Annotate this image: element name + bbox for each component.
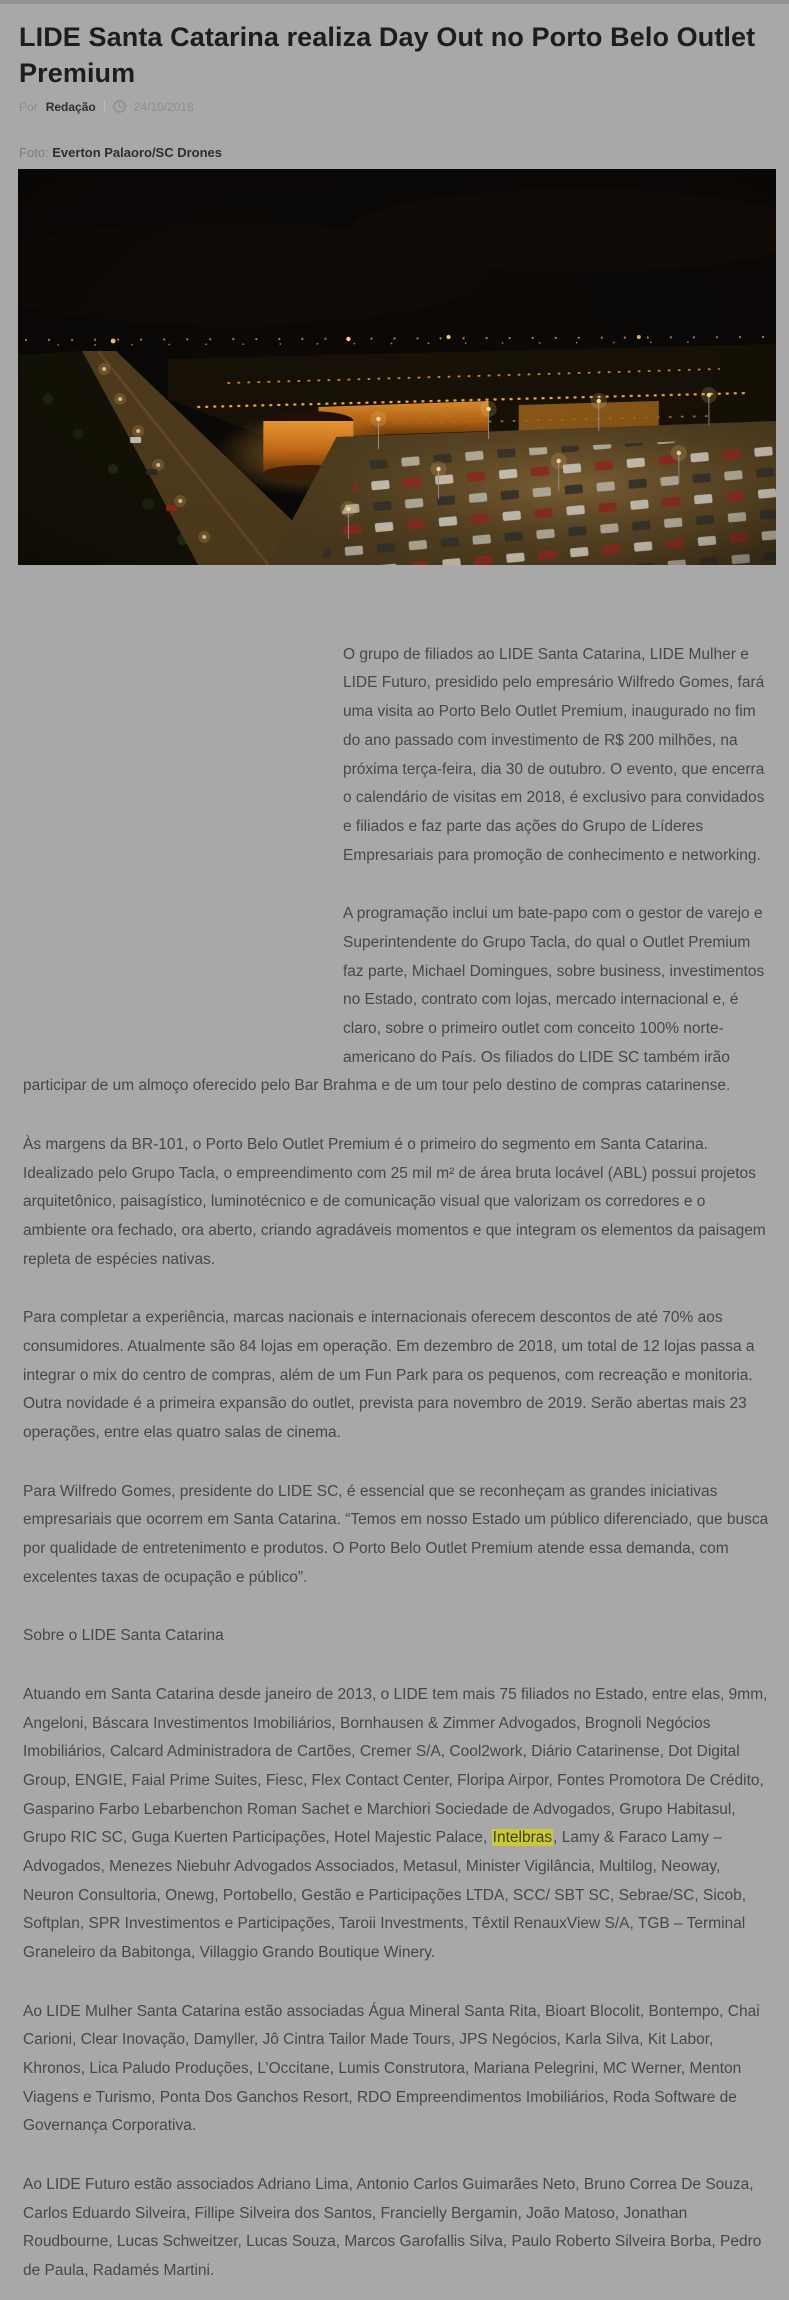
paragraph-intro: O grupo de filiados ao LIDE Santa Catarina, LIDE Mulher e LIDE Futuro, presidido pelo empresário Wilfredo Gomes, fará uma visita ao Porto Belo Outlet Premium, inaugurado no fim do ano passado com investimento de R$ 200 milhões, na próxima terça-feira, dia 30 de outubro. O evento, que encerra o calendário de visitas em 2018, é exclusivo para convidados e filiados e faz parte das ações do Grupo de Líderes Empresariais para promoção de conhecimento e networking.	[343, 645, 765, 864]
photo-credit-label: Foto:	[19, 144, 49, 160]
page-title: LIDE Santa Catarina realiza Day Out no Porto Belo Outlet Premium	[19, 22, 756, 88]
members-text-after: , Lamy & Faraco Lamy – Advogados, Menezes Niebuhr Advogados Associados, Metasul, Minister Vigilância, Multilog, Neoway, Neuron Consultoria, Onewg, Portobello, Gestão e Participações LTDA, SCC/ SBT SC, Sebrae/SC, Sicob, Softplan, SPR Investimentos e Participações, Taroii Investments, Têxtil RenauxView S/A, TGB – Terminal Graneleiro da Babitonga, Villaggio Grando Boutique Winery.	[23, 1829, 747, 1962]
paragraph-lide-mulher: Ao LIDE Mulher Santa Catarina estão associadas Água Mineral Santa Rita, Bioart Blocolit, Bontempo, Chai Carioni, Clear Inovação, Damyller, Jô Cintra Tailor Made Tours, JPS Negócios, Karla Silva, Kit Labor, Khronos, Lica Paludo Produções, L’Occitane, Lumis Construtora, Mariana Pelegrini, MC Werner, Menton Viagens e Turismo, Ponta Dos Ganchos Resort, RDO Empreendimentos Imobiliários, Roda Software de Governança Corporativa.	[23, 2002, 760, 2135]
photo-credit	[19, 145, 789, 160]
members-text-before: Atuando em Santa Catarina desde janeiro de 2013, o LIDE tem mais 75 filiados no Estado, entre elas, 9mm, Angeloni, Báscara Investimentos Imobiliários, Bornhausen & Zimmer Advogados, Brognoli Negócios Imobiliários, Calcard Administradora de Cartões, Cremer S/A, Cool2work, Diário Catarinense, Dot Digital Group, ENGIE, Faial Prime Suites, Fiesc, Flex Contact Center, Floripa Airpor, Fontes Promotora De Crédito, Gasparino Farbo Lebarbenchon Roman Sachet e Marchiori Sociedade de Advogados, Grupo Habitasul, Grupo RIC SC, Guga Kuerten Participações, Hotel Majestic Palace,	[23, 1685, 768, 1847]
byline-prefix: Por	[19, 99, 38, 114]
byline	[19, 100, 789, 114]
byline-divider	[104, 100, 105, 113]
hero-photo	[18, 169, 776, 565]
paragraph-members	[23, 1681, 771, 1968]
float-placeholder	[23, 641, 343, 1069]
section-heading: Sobre o LIDE Santa Catarina	[23, 1627, 224, 1645]
outlet-night-aerial-photo	[18, 169, 776, 565]
paragraph-program: A programação inclui um bate-papo com o gestor de varejo e Superintendente do Grupo Tacla, do qual o Outlet Premium faz parte, Michael Domingues, sobre business, investimentos no Estado, contrato com lojas, mercado internacional e, é claro, sobre o primeiro outlet com conceito 100% norte-americano do País. Os filiados do LIDE SC também irão participar de um almoço oferecido pelo Bar Brahma e de um tour pelo destino de compras catarinense.	[23, 905, 765, 1095]
search-highlight-intelbras: Intelbras	[492, 1829, 553, 1847]
paragraph-stores: Para completar a experiência, marcas nacionais e internacionais oferecem descontos de até 70% aos consumidores. Atualmente são 84 lojas em operação. Em dezembro de 2018, um total de 12 lojas passa a integrar o mix do centro de compras, além de um Fun Park para os pequenos, com recreação e monitoria. Outra novidade é a primeira expansão do outlet, prevista para novembro de 2019. Serão abertas mais 23 operações, entre elas quatro salas de cinema.	[23, 1309, 755, 1441]
author-link[interactable]: Redação	[45, 99, 96, 114]
clock-icon	[113, 100, 126, 113]
paragraph-lide-futuro: Ao LIDE Futuro estão associados Adriano Lima, Antonio Carlos Guimarães Neto, Bruno Correa De Souza, Carlos Eduardo Silveira, Fillipe Silveira dos Santos, Francielly Bergamin, João Matoso, Jonathan Roudbourne, Lucas Schweitzer, Lucas Souza, Marcos Garofallis Silva, Paulo Roberto Silveira Borba, Pedro de Paula, Radamés Martini.	[23, 2176, 762, 2280]
top-edge-strip	[0, 0, 789, 4]
article-body	[23, 641, 771, 2286]
photo-credit-author: Everton Palaoro/SC Drones	[52, 144, 223, 160]
paragraph-quote: Para Wilfredo Gomes, presidente do LIDE SC, é essencial que se reconheçam as grandes iniciativas empresariais que ocorrem em Santa Catarina. “Temos em nosso Estado um público diferenciado, que busca por qualidade de entretenimento e produtos. O Porto Belo Outlet Premium atende essa demanda, com excelentes taxas de ocupação e público”.	[23, 1482, 769, 1586]
paragraph-location: Às margens da BR-101, o Porto Belo Outlet Premium é o primeiro do segmento em Santa Catarina. Idealizado pelo Grupo Tacla, o empreendimento com 25 mil m² de área bruta locável (ABL) possui projetos arquitetônico, paisagístico, luminotécnico e de comunicação visual que valorizam os corredores e o ambiente ora fechado, ora aberto, criando agradáveis momentos e que integram os elementos da paisagem repleta de espécies nativas.	[23, 1135, 766, 1268]
publish-date: 24/10/2018	[133, 99, 194, 114]
